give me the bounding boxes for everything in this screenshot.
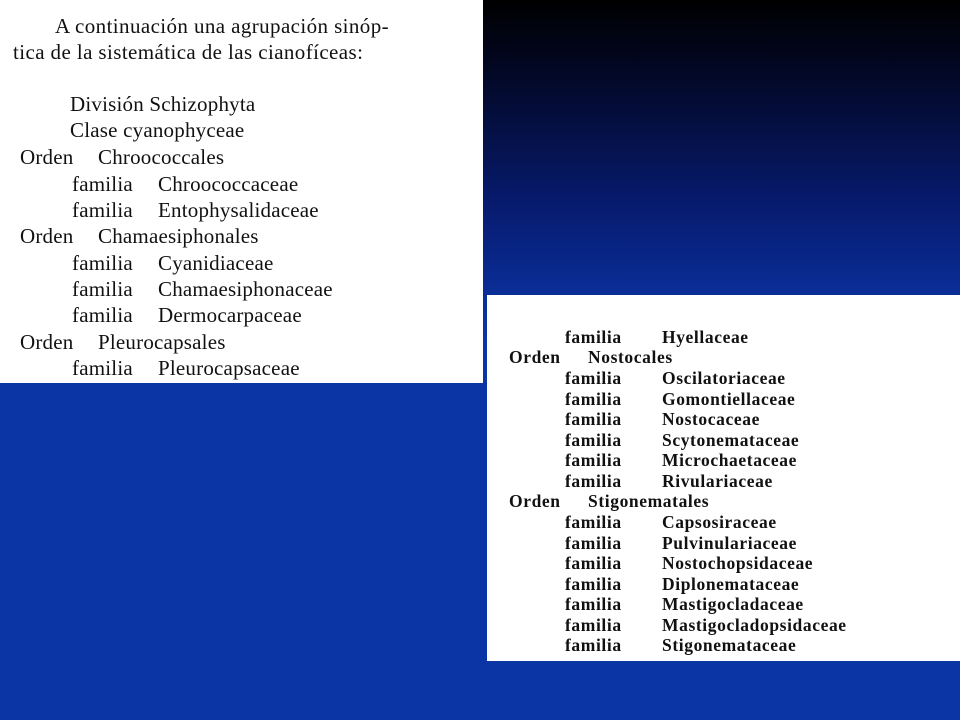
familia-line xyxy=(72,356,300,381)
familia-line xyxy=(565,512,777,533)
intro-line-1: A continuación una agrupación sinóp- xyxy=(55,14,389,38)
orden-name: Pleurocapsales xyxy=(98,330,226,354)
orden-line xyxy=(509,491,709,512)
familia-name: Cyanidiaceae xyxy=(158,251,274,275)
familia-name: Chamaesiphonaceae xyxy=(158,277,333,301)
familia-line xyxy=(565,430,799,451)
familia-label: familia xyxy=(565,450,622,470)
familia-name: Pleurocapsaceae xyxy=(158,356,300,380)
familia-line xyxy=(565,327,749,348)
clase-line: Clase cyanophyceae xyxy=(70,118,245,142)
familia-line xyxy=(565,574,799,595)
left-scanned-page xyxy=(0,0,483,383)
right-scanned-page xyxy=(487,295,960,661)
familia-label: familia xyxy=(565,430,622,450)
familia-label: familia xyxy=(565,553,622,573)
familia-line xyxy=(565,553,813,574)
familia-name: Gomontiellaceae xyxy=(662,389,796,409)
familia-line xyxy=(565,635,796,656)
familia-label: familia xyxy=(565,512,622,532)
familia-label: familia xyxy=(565,471,622,491)
familia-line xyxy=(72,303,302,328)
familia-line xyxy=(565,533,797,554)
familia-label: familia xyxy=(565,615,622,635)
familia-line xyxy=(565,471,773,492)
orden-line xyxy=(20,224,259,249)
familia-label: familia xyxy=(565,409,622,429)
orden-name: Chroococcales xyxy=(98,145,225,169)
orden-name: Chamaesiphonales xyxy=(98,224,259,248)
division-line: División Schizophyta xyxy=(70,92,256,116)
familia-name: Diplonemataceae xyxy=(662,574,800,594)
familia-line xyxy=(72,172,298,197)
familia-line xyxy=(72,251,274,276)
orden-label: Orden xyxy=(20,145,74,169)
familia-name: Microchaetaceae xyxy=(662,450,797,470)
familia-name: Rivulariaceae xyxy=(662,471,773,491)
intro-line-2: tica de la sistemática de las cianofíceas: xyxy=(13,40,364,64)
familia-label: familia xyxy=(565,327,622,347)
orden-label: Orden xyxy=(509,491,561,511)
familia-line xyxy=(72,198,319,223)
familia-label: familia xyxy=(565,389,622,409)
familia-label: familia xyxy=(565,574,622,594)
familia-name: Entophysalidaceae xyxy=(158,198,319,222)
familia-name: Hyellaceae xyxy=(662,327,749,347)
familia-name: Dermocarpaceae xyxy=(158,303,302,327)
familia-label: familia xyxy=(565,368,622,388)
familia-label: familia xyxy=(72,277,133,301)
familia-name: Capsosiraceae xyxy=(662,512,777,532)
familia-name: Chroococcaceae xyxy=(158,172,299,196)
familia-name: Oscilatoriaceae xyxy=(662,368,786,388)
familia-name: Mastigocladaceae xyxy=(662,594,804,614)
familia-name: Nostochopsidaceae xyxy=(662,553,814,573)
familia-label: familia xyxy=(72,172,133,196)
familia-label: familia xyxy=(565,635,622,655)
orden-label: Orden xyxy=(20,224,74,248)
familia-label: familia xyxy=(565,594,622,614)
familia-line xyxy=(565,615,847,636)
familia-line xyxy=(565,409,760,430)
orden-line xyxy=(20,330,226,355)
familia-line xyxy=(565,368,786,389)
familia-name: Scytonemataceae xyxy=(662,430,800,450)
familia-label: familia xyxy=(565,533,622,553)
familia-name: Mastigocladopsidaceae xyxy=(662,615,847,635)
orden-label: Orden xyxy=(20,330,74,354)
familia-line xyxy=(565,389,795,410)
familia-name: Stigonemataceae xyxy=(662,635,797,655)
familia-line xyxy=(565,594,804,615)
familia-name: Nostocaceae xyxy=(662,409,760,429)
orden-line xyxy=(509,347,673,368)
familia-label: familia xyxy=(72,356,133,380)
familia-line xyxy=(565,450,797,471)
familia-name: Pulvinulariaceae xyxy=(662,533,798,553)
orden-line xyxy=(20,145,224,170)
orden-name: Nostocales xyxy=(588,347,673,367)
orden-label: Orden xyxy=(509,347,561,367)
familia-label: familia xyxy=(72,251,133,275)
familia-line xyxy=(72,277,333,302)
familia-label: familia xyxy=(72,303,133,327)
orden-name: Stigonematales xyxy=(588,491,710,511)
familia-label: familia xyxy=(72,198,133,222)
